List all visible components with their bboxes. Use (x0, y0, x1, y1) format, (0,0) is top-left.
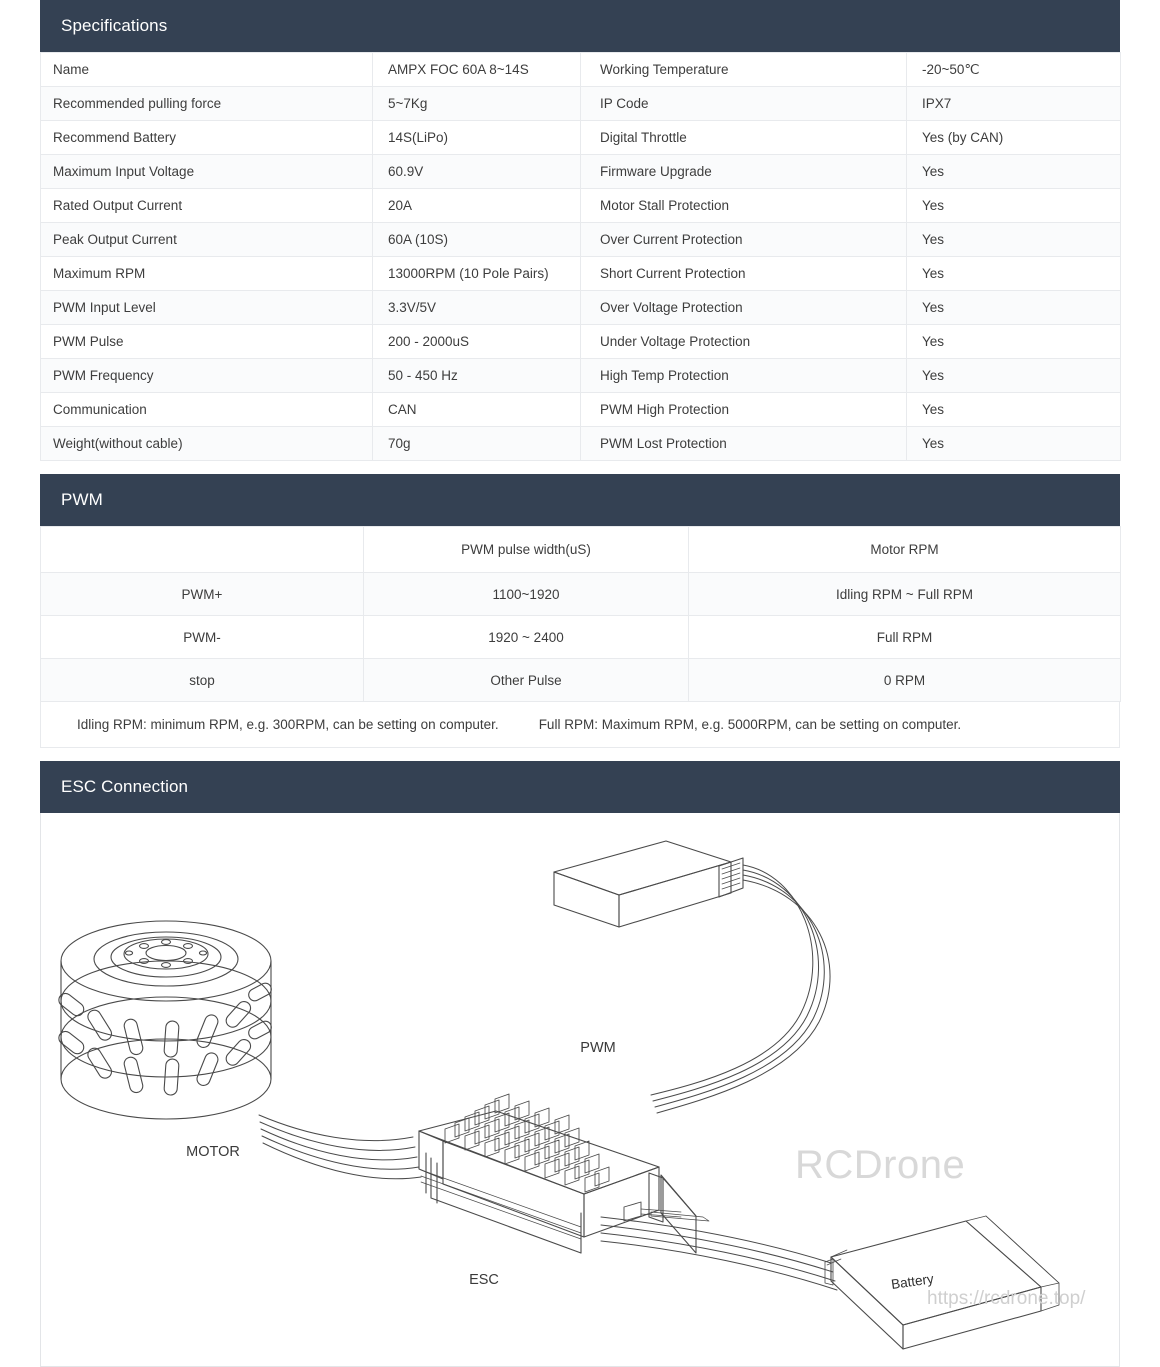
table-row (41, 121, 1121, 155)
spec-value: Yes (907, 189, 1121, 223)
spec-value: 5~7Kg (373, 87, 581, 121)
pwm-header: PWM (40, 474, 1120, 526)
pwm-footnote-row (40, 702, 1120, 748)
pwm-mode: PWM- (41, 616, 364, 659)
pwm-module-label: PWM (580, 1040, 616, 1056)
table-row (41, 53, 1121, 87)
esc-connection-header: ESC Connection (40, 761, 1120, 813)
table-row (41, 359, 1121, 393)
url-watermark: https://rcdrone.top/ (927, 1288, 1086, 1309)
pwm-mode: PWM+ (41, 573, 364, 616)
spec-label: Rated Output Current (41, 189, 373, 223)
motor-vent-slots-upper (56, 981, 273, 1057)
pwm-table-body (41, 573, 1121, 702)
pwm-rpm: Idling RPM ~ Full RPM (689, 573, 1121, 616)
section-gap (0, 461, 1160, 474)
spec-value: Yes (907, 155, 1121, 189)
pwm-col-mode (41, 527, 364, 573)
spec-label: Recommended pulling force (41, 87, 373, 121)
esc-heatsink-fins (445, 1094, 609, 1192)
spec-label: Communication (41, 393, 373, 427)
spec-label: Peak Output Current (41, 223, 373, 257)
spec-label: Name (41, 53, 373, 87)
esc-label: ESC (469, 1272, 499, 1288)
spec-value: 50 - 450 Hz (373, 359, 581, 393)
spec-value: CAN (373, 393, 581, 427)
pwm-note-full: Full RPM: Maximum RPM, e.g. 5000RPM, can be setting on computer. (538, 717, 962, 732)
spec-label: Over Current Protection (581, 223, 907, 257)
spec-label: Firmware Upgrade (581, 155, 907, 189)
spec-value: 60.9V (373, 155, 581, 189)
pwm-signal-wire-bundle (651, 865, 830, 1113)
spec-value: Yes (907, 393, 1121, 427)
table-row (41, 659, 1121, 702)
pwm-table-head (41, 527, 1121, 573)
spec-label: Maximum Input Voltage (41, 155, 373, 189)
spec-label: Motor Stall Protection (581, 189, 907, 223)
specifications-card (40, 0, 1120, 461)
pwm-note-idling: Idling RPM: minimum RPM, e.g. 300RPM, can be setting on computer. (77, 717, 499, 732)
spec-value: AMPX FOC 60A 8~14S (373, 53, 581, 87)
spec-value: 70g (373, 427, 581, 461)
esc-connection-card (40, 761, 1120, 1367)
specifications-header: Specifications (40, 0, 1120, 52)
battery-power-wire-bundle (601, 1217, 837, 1290)
table-row (41, 393, 1121, 427)
table-row (41, 189, 1121, 223)
spec-value: Yes (907, 359, 1121, 393)
pwm-width: 1100~1920 (364, 573, 689, 616)
spec-value: 3.3V/5V (373, 291, 581, 325)
battery-label: Battery (890, 1271, 935, 1292)
esc-graphic (419, 1094, 709, 1253)
pwm-col-pulse-width: PWM pulse width(uS) (364, 527, 689, 573)
table-row (41, 291, 1121, 325)
table-row (41, 427, 1121, 461)
spec-value: 14S(LiPo) (373, 121, 581, 155)
specifications-table (40, 52, 1121, 461)
spec-label: IP Code (581, 87, 907, 121)
spec-label: Maximum RPM (41, 257, 373, 291)
spec-label: Under Voltage Protection (581, 325, 907, 359)
spec-label: Over Voltage Protection (581, 291, 907, 325)
spec-value: 13000RPM (10 Pole Pairs) (373, 257, 581, 291)
motor-graphic (56, 921, 273, 1119)
spec-label: PWM Frequency (41, 359, 373, 393)
specifications-body (41, 53, 1121, 461)
pwm-rpm: 0 RPM (689, 659, 1121, 702)
table-row (41, 325, 1121, 359)
spec-value: IPX7 (907, 87, 1121, 121)
spec-value: Yes (907, 257, 1121, 291)
spec-value: Yes (907, 291, 1121, 325)
spec-value: Yes (907, 427, 1121, 461)
table-row (41, 257, 1121, 291)
motor-vent-slots-lower (56, 1019, 273, 1095)
motor-wire-bundle (259, 1115, 421, 1179)
spec-label: Recommend Battery (41, 121, 373, 155)
table-row (41, 87, 1121, 121)
spec-label: PWM High Protection (581, 393, 907, 427)
pwm-table (40, 526, 1121, 702)
pwm-module-graphic (554, 841, 743, 927)
spec-label: Digital Throttle (581, 121, 907, 155)
brand-watermark: RCDrone (795, 1143, 966, 1187)
pwm-width: 1920 ~ 2400 (364, 616, 689, 659)
spec-value: 20A (373, 189, 581, 223)
motor-label: MOTOR (186, 1144, 240, 1160)
spec-value: Yes (by CAN) (907, 121, 1121, 155)
spec-value: 200 - 2000uS (373, 325, 581, 359)
spec-label: PWM Input Level (41, 291, 373, 325)
section-gap (0, 748, 1160, 761)
pwm-rpm: Full RPM (689, 616, 1121, 659)
pwm-card (40, 474, 1120, 748)
table-row (41, 616, 1121, 659)
esc-connection-diagram-panel (40, 813, 1120, 1367)
spec-value: Yes (907, 223, 1121, 257)
spec-label: PWM Pulse (41, 325, 373, 359)
spec-label: PWM Lost Protection (581, 427, 907, 461)
spec-label: Working Temperature (581, 53, 907, 87)
table-header-row (41, 527, 1121, 573)
table-row (41, 223, 1121, 257)
spec-label: Short Current Protection (581, 257, 907, 291)
table-row (41, 573, 1121, 616)
spec-label: Weight(without cable) (41, 427, 373, 461)
spec-value: Yes (907, 325, 1121, 359)
battery-graphic (825, 1216, 1059, 1349)
pwm-mode: stop (41, 659, 364, 702)
pwm-col-motor-rpm: Motor RPM (689, 527, 1121, 573)
spec-label: High Temp Protection (581, 359, 907, 393)
spec-value: 60A (10S) (373, 223, 581, 257)
spec-value: -20~50℃ (907, 53, 1121, 87)
table-row (41, 155, 1121, 189)
pwm-width: Other Pulse (364, 659, 689, 702)
esc-wiring-diagram (41, 813, 1119, 1364)
